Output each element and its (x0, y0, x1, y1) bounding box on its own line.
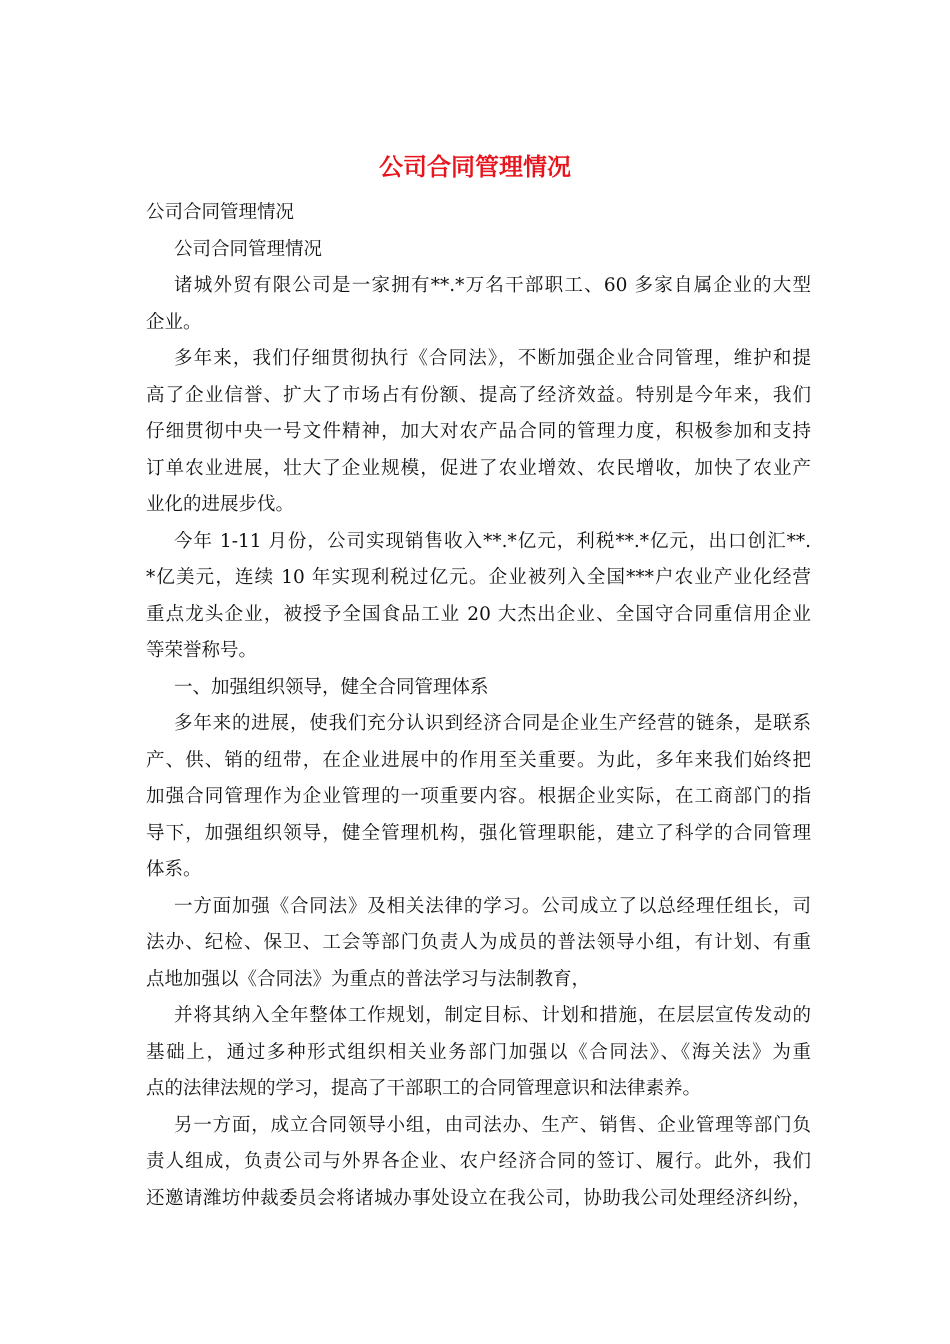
text-line: 公司合同管理情况 (146, 202, 295, 223)
text-line: 点的法律法规的学习，提高了干部职工的合同管理意识和法律素养。 (146, 1078, 702, 1099)
text-line: 责人组成，负责公司与外界各企业、农户经济合同的签订、履行。此外，我们 (146, 1151, 811, 1172)
text-line: 体系。 (146, 859, 202, 880)
text-line: 一方面加强《合同法》及相关法律的学习。公司成立了以总经理任组长，司 (174, 895, 811, 917)
document-title: 公司合同管理情况 (379, 152, 571, 181)
text-line: 法办、纪检、保卫、工会等部门负责人为成员的普法领导小组，有计划、有重 (146, 932, 811, 953)
text-line: 高了企业信誉、扩大了市场占有份额、提高了经济效益。特别是今年来，我们 (146, 384, 811, 406)
text-line: 公司合同管理情况 (174, 238, 323, 260)
text-line: 多年来的进展，使我们充分认识到经济合同是企业生产经营的链条，是联系 (174, 713, 811, 734)
text-line: 点地加强以《合同法》为重点的普法学习与法制教育， (146, 968, 591, 990)
text-line: *亿美元，连续 10 年实现利税过亿元。企业被列入全国***户农业产业化经营 (146, 567, 811, 588)
text-line: 并将其纳入全年整体工作规划，制定目标、计划和措施，在层层宣传发动的 (174, 1005, 811, 1026)
text-line: 今年 1-11 月份，公司实现销售收入**.*亿元，利税**.*亿元，出口创汇**. (174, 530, 811, 552)
text-line: 另一方面，成立合同领导小组，由司法办、生产、销售、企业管理等部门负 (174, 1114, 811, 1136)
text-line: 业化的进展步伐。 (146, 494, 295, 515)
text-line: 基础上，通过多种形式组织相关业务部门加强以《合同法》、《海关法》为重 (146, 1041, 811, 1063)
text-line: 加强合同管理作为企业管理的一项重要内容。根据企业实际，在工商部门的指 (146, 786, 811, 807)
text-line: 还邀请潍坊仲裁委员会将诸城办事处设立在我公司，协助我公司处理经济纠纷， (146, 1187, 811, 1209)
text-line: 仔细贯彻中央一号文件精神，加大对农产品合同的管理力度，积极参加和支持 (146, 421, 811, 442)
text-line: 一、加强组织领导，健全合同管理体系 (174, 676, 489, 698)
text-line: 多年来，我们仔细贯彻执行《合同法》，不断加强企业合同管理，维护和提 (174, 348, 811, 369)
text-line: 产、供、销的纽带，在企业进展中的作用至关重要。为此，多年来我们始终把 (146, 749, 811, 771)
text-line: 企业。 (146, 311, 202, 333)
text-line: 等荣誉称号。 (146, 640, 258, 661)
text-line: 订单农业进展，壮大了企业规模，促进了农业增效、农民增收，加快了农业产 (146, 457, 811, 479)
document-body (146, 195, 811, 1217)
text-line: 重点龙头企业，被授予全国食品工业 20 大杰出企业、全国守合同重信用企业 (146, 603, 811, 625)
text-line: 导下，加强组织领导，健全管理机构，强化管理职能，建立了科学的合同管理 (146, 822, 811, 844)
text-line: 诸城外贸有限公司是一家拥有**.*万名干部职工、60 多家自属企业的大型 (174, 275, 811, 296)
